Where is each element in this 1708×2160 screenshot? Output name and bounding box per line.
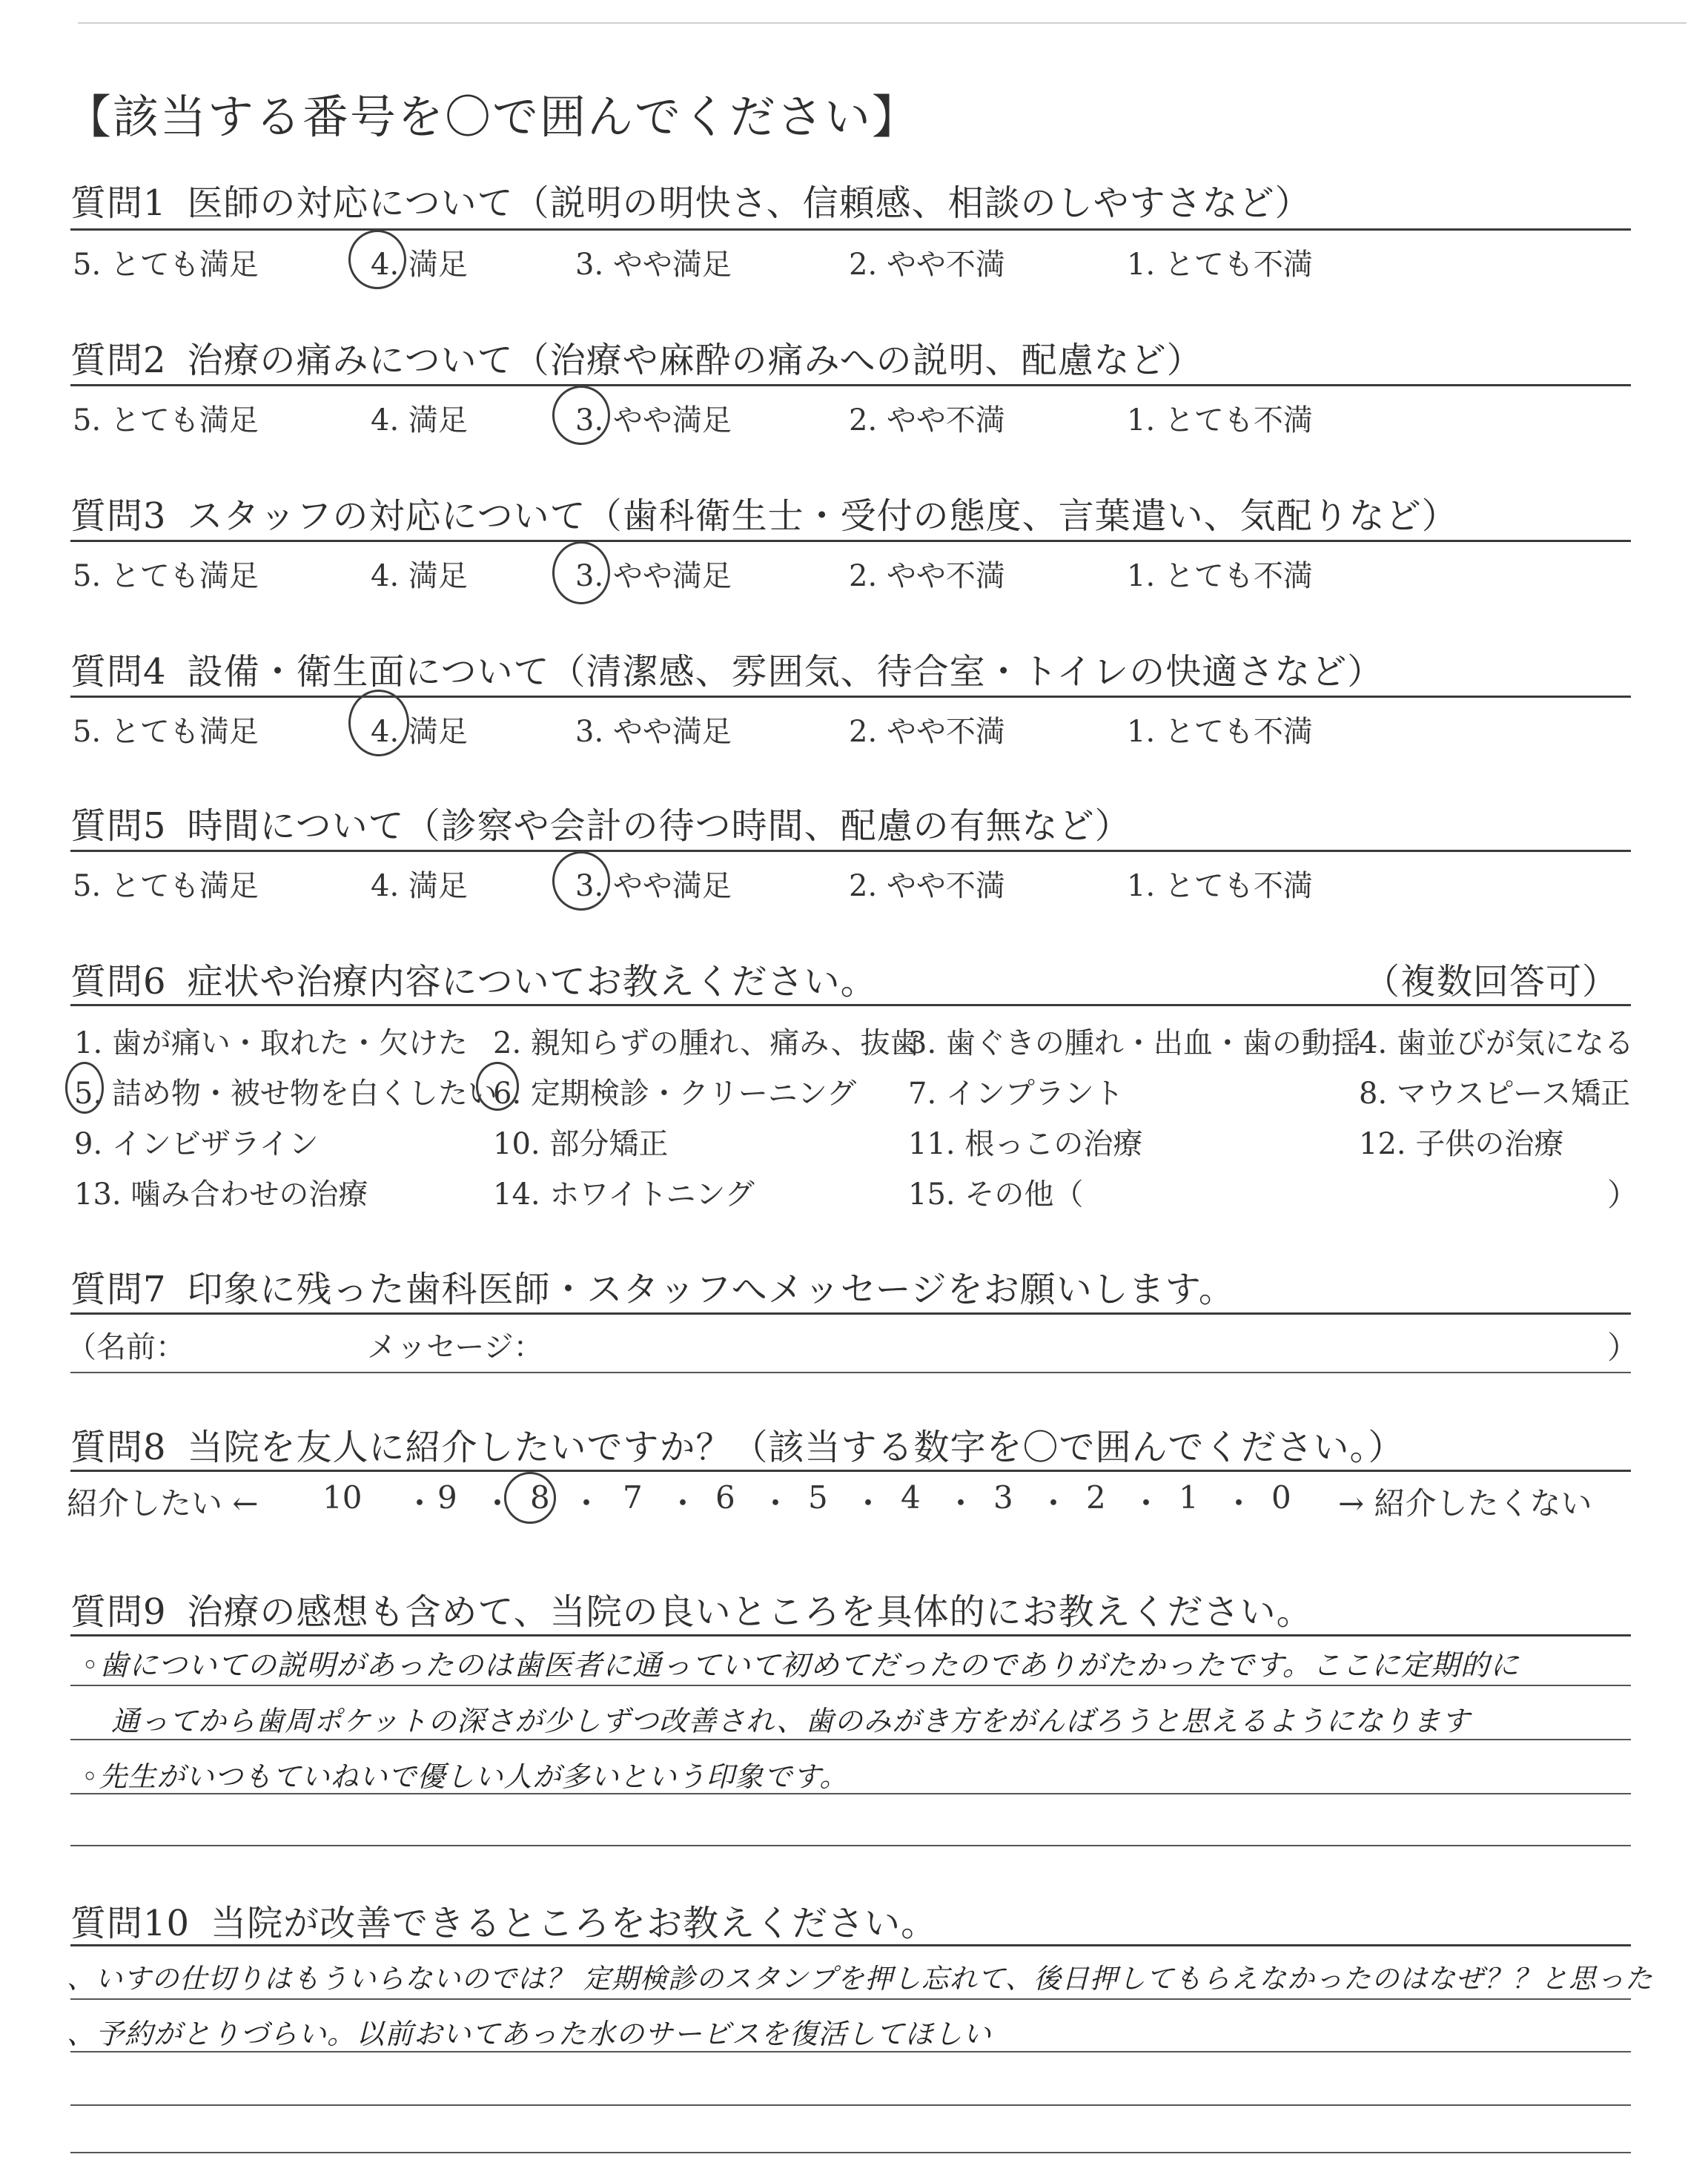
q1-option-3[interactable]: 3. やや満足 xyxy=(575,248,732,282)
q8-value-2[interactable]: 2 xyxy=(1086,1479,1106,1516)
q6-rule xyxy=(70,1004,1631,1006)
q9-line-4 xyxy=(70,1845,1631,1846)
q8-scale: 紹介したい ← 10 ・ 9 ・ 8 ・ 7 ・ 6 ・ 5 ・ 4 ・ 3 ・ 2 ・ 1 ・ 0 → 紹介したくない xyxy=(67,1479,1638,1524)
q8-value-9[interactable]: 9 xyxy=(437,1479,457,1516)
q7-rule xyxy=(70,1312,1631,1315)
q8-value-10[interactable]: 10 xyxy=(322,1479,363,1516)
q1-rule xyxy=(70,228,1631,231)
q1-selection-circle xyxy=(348,230,406,289)
q4-title: 質問4 設備・衛生面について（清潔感、雰囲気、待合室・トイレの快適さなど） xyxy=(70,651,1384,693)
q6-option-11[interactable]: 11. 根っこの治療 xyxy=(908,1127,1143,1161)
q9-line-3 xyxy=(70,1793,1631,1794)
q4-option-1[interactable]: 1. とても不満 xyxy=(1127,715,1313,749)
q6-option-9[interactable]: 9. インビザライン xyxy=(74,1127,319,1161)
q4-option-3[interactable]: 3. やや満足 xyxy=(575,715,732,749)
q6-option-15[interactable]: 15. その他（ xyxy=(908,1178,1084,1212)
q8-right-label: → 紹介したくない xyxy=(1338,1485,1592,1522)
form-header: 【該当する番号を〇で囲んでください】 xyxy=(65,90,920,144)
q6-other-close: ） xyxy=(1607,1177,1639,1213)
q6-option-14[interactable]: 14. ホワイトニング xyxy=(493,1178,755,1212)
scan-top-edge xyxy=(78,22,1687,24)
q1-option-2[interactable]: 2. やや不満 xyxy=(849,248,1005,282)
q7-name-label: （名前： xyxy=(67,1330,185,1364)
q9-line-2 xyxy=(70,1739,1631,1740)
q4-option-2[interactable]: 2. やや不満 xyxy=(849,715,1005,749)
q8-value-0[interactable]: 0 xyxy=(1271,1479,1291,1516)
q6-option-8[interactable]: 8. マウスピース矯正 xyxy=(1359,1077,1631,1111)
q6-option-2[interactable]: 2. 親知らずの腫れ、痛み、抜歯 xyxy=(493,1026,920,1060)
q4-rule xyxy=(70,696,1631,698)
q1-option-5[interactable]: 5. とても満足 xyxy=(73,248,259,282)
q9-rule xyxy=(70,1634,1631,1636)
q2-option-4[interactable]: 4. 満足 xyxy=(371,403,468,437)
q6-option-10[interactable]: 10. 部分矯正 xyxy=(493,1127,669,1161)
q6-multiple-note: （複数回答可） xyxy=(1364,961,1619,1003)
q4-option-5[interactable]: 5. とても満足 xyxy=(73,715,259,749)
q9-answer-line-3: ◦先生がいつもていねいで優しい人が多いという印象です。 xyxy=(82,1760,849,1793)
q8-value-8[interactable]: 8 xyxy=(530,1479,550,1516)
q2-option-3[interactable]: 3. やや満足 xyxy=(575,403,732,437)
q5-option-5[interactable]: 5. とても満足 xyxy=(73,869,259,903)
q6-option-3[interactable]: 3. 歯ぐきの腫れ・出血・歯の動揺 xyxy=(908,1026,1361,1060)
q5-option-1[interactable]: 1. とても不満 xyxy=(1127,869,1313,903)
q1-title: 質問1 医師の対応について（説明の明快さ、信頼感、相談のしやすさなど） xyxy=(70,182,1311,224)
q6-option-1[interactable]: 1. 歯が痛い・取れた・欠けた xyxy=(74,1026,468,1060)
q9-line-1 xyxy=(70,1685,1631,1686)
q10-answer-line-2: 、予約がとりづらい。以前おいてあった水のサービスを復活してほしい xyxy=(67,2018,992,2050)
q10-line-4 xyxy=(70,2152,1631,2153)
q8-value-7[interactable]: 7 xyxy=(623,1479,643,1516)
q7-message-label: メッセージ： xyxy=(367,1330,543,1364)
q6-option-12[interactable]: 12. 子供の治療 xyxy=(1359,1127,1564,1161)
q3-option-1[interactable]: 1. とても不満 xyxy=(1127,559,1313,593)
q6-option-13[interactable]: 13. 噛み合わせの治療 xyxy=(74,1178,368,1212)
q3-title: 質問3 スタッフの対応について（歯科衛生士・受付の態度、言葉遣い、気配りなど） xyxy=(70,495,1458,537)
q7-close: ） xyxy=(1607,1330,1639,1366)
q6-selection-circle-5 xyxy=(65,1062,104,1114)
q8-selection-circle xyxy=(504,1472,556,1524)
q9-answer-line-1: ◦歯についての説明があったのは歯医者に通っていて初めてだったのでありがたかったです。ここに定期的に xyxy=(82,1649,1520,1682)
q3-option-2[interactable]: 2. やや不満 xyxy=(849,559,1005,593)
q3-rule xyxy=(70,540,1631,542)
q5-option-3[interactable]: 3. やや満足 xyxy=(575,869,732,903)
q2-rule xyxy=(70,384,1631,386)
q8-value-4[interactable]: 4 xyxy=(901,1479,921,1516)
q8-value-3[interactable]: 3 xyxy=(993,1479,1013,1516)
q8-value-5[interactable]: 5 xyxy=(808,1479,828,1516)
q4-selection-circle xyxy=(348,690,409,756)
q10-title: 質問10 当院が改善できるところをお教えください。 xyxy=(70,1903,938,1944)
q5-title: 質問5 時間について（診察や会計の待つ時間、配慮の有無など） xyxy=(70,805,1131,847)
q5-rule xyxy=(70,850,1631,852)
q7-title: 質問7 印象に残った歯科医師・スタッフへメッセージをお願いします。 xyxy=(70,1269,1235,1310)
q2-option-1[interactable]: 1. とても不満 xyxy=(1127,403,1313,437)
q10-line-3 xyxy=(70,2104,1631,2106)
q2-option-5[interactable]: 5. とても満足 xyxy=(73,403,259,437)
q3-option-4[interactable]: 4. 満足 xyxy=(371,559,468,593)
q3-selection-circle xyxy=(552,541,610,604)
q5-selection-circle xyxy=(552,851,610,911)
q1-option-1[interactable]: 1. とても不満 xyxy=(1127,248,1313,282)
q6-title: 質問6 症状や治療内容についてお教えください。 （複数回答可） xyxy=(70,953,877,1004)
q3-option-3[interactable]: 3. やや満足 xyxy=(575,559,732,593)
q8-rule xyxy=(70,1470,1631,1472)
q8-value-1[interactable]: 1 xyxy=(1179,1479,1199,1516)
q5-option-4[interactable]: 4. 満足 xyxy=(371,869,468,903)
q5-option-2[interactable]: 2. やや不満 xyxy=(849,869,1005,903)
q6-option-4[interactable]: 4. 歯並びが気になる xyxy=(1359,1026,1634,1060)
q2-title: 質問2 治療の痛みについて（治療や麻酔の痛みへの説明、配慮など） xyxy=(70,340,1203,381)
q6-option-7[interactable]: 7. インプラント xyxy=(908,1077,1124,1111)
q2-option-2[interactable]: 2. やや不満 xyxy=(849,403,1005,437)
q9-answer-line-2: 通ってから歯周ポケットの深さが少しずつ改善され、歯のみがき方をがんばろうと思えるようになります xyxy=(111,1705,1471,1737)
q4-option-4[interactable]: 4. 満足 xyxy=(371,715,468,749)
q10-answer-line-1: 、いすの仕切りはもういらないのでは？ 定期検診のスタンプを押し忘れて、後日押してもらえなかったのはなぜ？？と思った xyxy=(67,1963,1654,1995)
q8-left-label: 紹介したい ← xyxy=(67,1485,259,1522)
q6-selection-circle-6 xyxy=(476,1062,519,1111)
q1-option-4[interactable]: 4. 満足 xyxy=(371,248,468,282)
q2-selection-circle xyxy=(552,386,610,445)
q6-option-6[interactable]: 6. 定期検診・クリーニング xyxy=(493,1077,857,1111)
q8-value-6[interactable]: 6 xyxy=(715,1479,735,1516)
q8-title: 質問8 当院を友人に紹介したいですか？（該当する数字を〇で囲んでください。） xyxy=(70,1427,1405,1468)
q9-title: 質問9 治療の感想も含めて、当院の良いところを具体的にお教えください。 xyxy=(70,1591,1313,1633)
q10-rule xyxy=(70,1944,1631,1946)
q6-option-5[interactable]: 5. 詰め物・被せ物を白くしたい xyxy=(74,1077,497,1111)
q10-line-2 xyxy=(70,2051,1631,2052)
q7-answer-line xyxy=(70,1372,1631,1373)
q3-option-5[interactable]: 5. とても満足 xyxy=(73,559,259,593)
q10-line-1 xyxy=(70,1998,1631,2000)
